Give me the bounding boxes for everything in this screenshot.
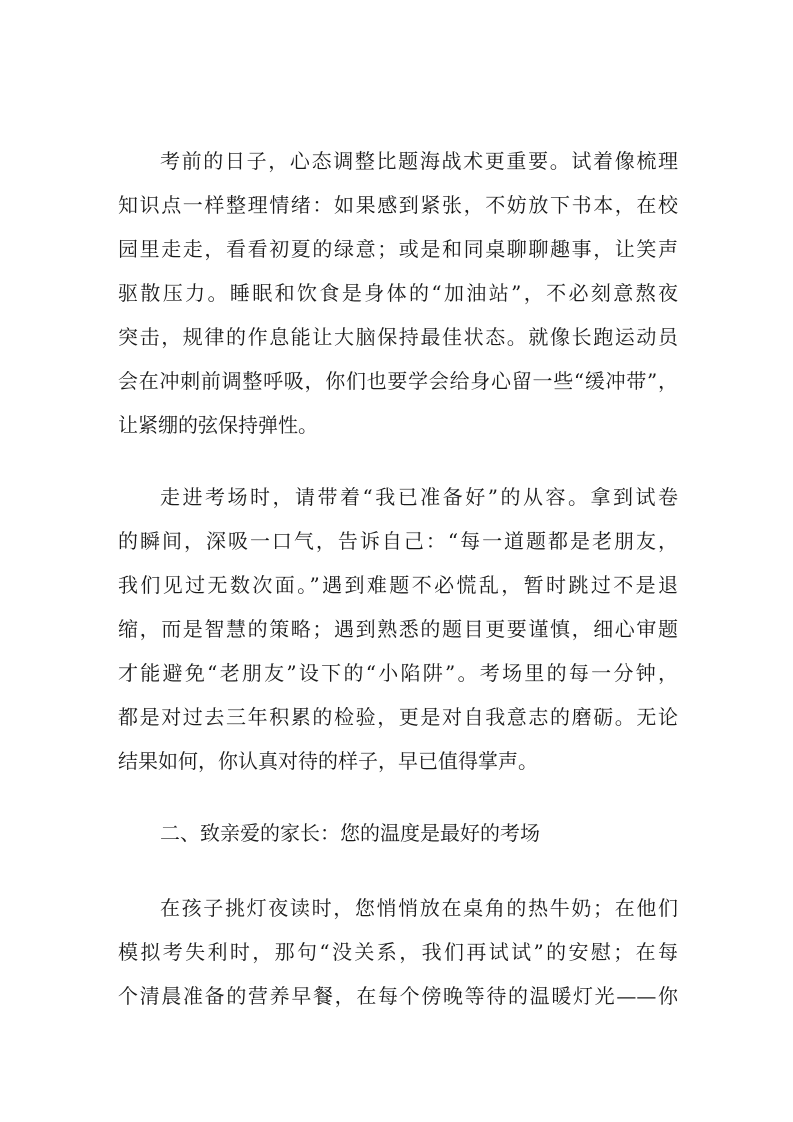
paragraph-line: 驱散压力。睡眠和饮食是身体的“加油站”，不必刻意熬夜 <box>118 281 678 305</box>
paragraph-line: 模拟考失利时，那句“没关系，我们再试试”的安慰；在每 <box>118 940 678 964</box>
paragraph-line: 走进考场时，请带着“我已准备好”的从容。拿到试卷 <box>160 485 678 509</box>
paragraph-line: 结果如何，你认真对待的样子，早已值得掌声。 <box>118 749 538 773</box>
paragraph-line: 我们见过无数次面。”遇到难题不必慌乱，暂时跳过不是退 <box>118 573 678 597</box>
paragraph-line: 让紧绷的弦保持弹性。 <box>118 413 318 437</box>
section-heading: 二、致亲爱的家长：您的温度是最好的考场 <box>160 821 540 845</box>
paragraph-line: 才能避免“老朋友”设下的“小陷阱”。考场里的每一分钟， <box>118 661 678 685</box>
paragraph-line: 的瞬间，深吸一口气，告诉自己：“每一道题都是老朋友， <box>118 529 678 553</box>
paragraph-line: 都是对过去三年积累的检验，更是对自我意志的磨砺。无论 <box>118 705 678 729</box>
paragraph-line: 突击，规律的作息能让大脑保持最佳状态。就像长跑运动员 <box>118 325 678 349</box>
paragraph-line: 缩，而是智慧的策略；遇到熟悉的题目更要谨慎，细心审题 <box>118 617 678 641</box>
paragraph-line: 知识点一样整理情绪：如果感到紧张，不妨放下书本，在校 <box>118 193 678 217</box>
paragraph-line: 考前的日子，心态调整比题海战术更重要。试着像梳理 <box>160 149 678 173</box>
paragraph-line: 个清晨准备的营养早餐，在每个傍晚等待的温暖灯光——你 <box>118 984 678 1008</box>
paragraph-line: 在孩子挑灯夜读时，您悄悄放在桌角的热牛奶；在他们 <box>160 896 678 920</box>
paragraph-line: 会在冲刺前调整呼吸，你们也要学会给身心留一些“缓冲带”， <box>118 369 678 393</box>
paragraph-line: 园里走走，看看初夏的绿意；或是和同桌聊聊趣事，让笑声 <box>118 237 678 261</box>
